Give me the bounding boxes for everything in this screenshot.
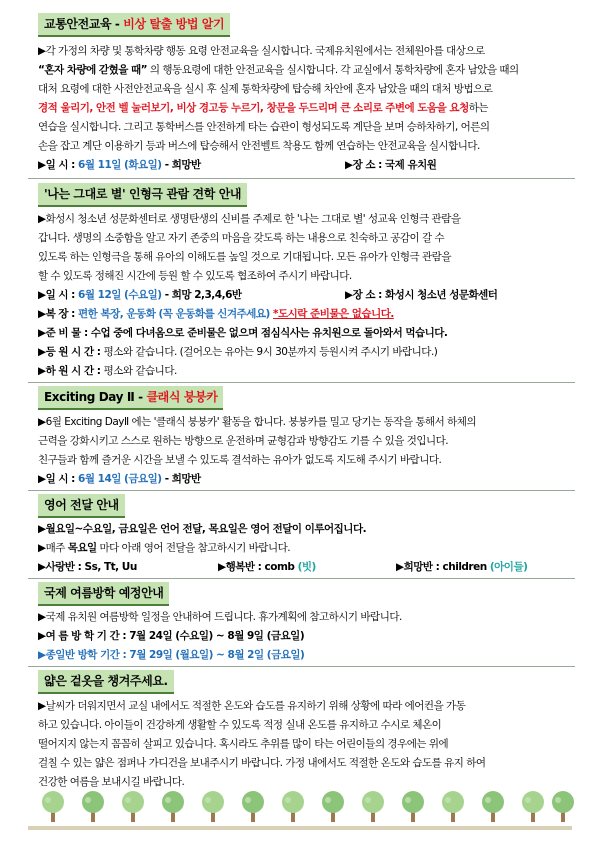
jacket-text: ▶날씨가 더워지면서 교실 내에서도 적절한 온도와 습도를 유지하기 위해 상황에 따라 에어컨을 가동	[38, 700, 466, 712]
puppet-show-dress: ▶복 장 : 편한 복장, 운동화 (꼭 운동화를 신겨주세요) *도시락 준비물은 없습니다.	[38, 308, 394, 320]
puppet-show-text: ▶화성시 청소년 성문화센터로 생명탄생의 신비를 주제로 한 '나는 그대로 별' 성교육 인형극 관람을	[38, 213, 461, 225]
puppet-show-prep: ▶준 비 물 : 수업 중에 다녀옴으로 준비물은 없으며 점심식사는 유치원으로 돌아와서 먹습니다.	[38, 327, 448, 339]
section-title-english: 영어 전달 안내	[38, 494, 125, 518]
english-hope-class: ▶희망반 : children (아이들)	[396, 561, 528, 573]
english-happy-class: ▶행복반 : comb (빗)	[218, 561, 316, 573]
exciting-day-date: ▶일 시 : 6월 14일 (금요일) - 희망반	[38, 473, 201, 485]
jacket-text: 걸칠 수 있는 얇은 점퍼나 가디건을 보내주시기 바랍니다. 가정 내에서도 적절한 온도와 습도를 유지 하여	[38, 757, 486, 769]
tree-icon	[398, 790, 428, 824]
section-title-traffic-safety: 교통안전교육 - 비상 탈출 방법 알기	[38, 13, 230, 37]
tree-icon	[38, 790, 68, 824]
puppet-show-place: ▶장 소 : 화성시 청소년 성문화센터	[345, 289, 498, 301]
puppet-show-date: ▶일 시 : 6월 12일 (수요일) - 희망 2,3,4,6반	[38, 289, 242, 301]
exciting-day-text: ▶6월 Exciting DayⅡ 에는 '클래식 붕붕카' 활동을 합니다. 붕붕카를 밀고 당기는 동작을 통해서 하체의	[38, 416, 477, 428]
tree-icon	[238, 790, 268, 824]
exciting-day-text: 근력을 강화시키고 스스로 원하는 방향으로 운전하며 균형감과 방향감도 기를 수 있을 것입니다.	[38, 435, 449, 447]
section-title-light-jacket: 얇은 겉옷을 챙겨주세요.	[38, 670, 174, 694]
english-text: ▶월요일~수요일, 금요일은 언어 전달, 목요일은 영어 전달이 이루어집니다.	[38, 523, 367, 535]
footer-band	[28, 826, 572, 830]
puppet-show-text: 할 수 있도록 정해진 시간에 등원 할 수 있도록 협조하여 주시기 바랍니다.	[38, 270, 352, 282]
english-love-class: ▶사랑반 : Ss, Tt, Uu	[38, 561, 137, 573]
traffic-safety-text: 대처 요령에 대한 사전안전교육을 실시 후 실제 통학차량에 탑승해 차안에 혼자 남았을 때의 대처 방법으로	[38, 83, 493, 95]
traffic-safety-text: “혼자 차량에 갇혔을 때” 의 행동요령에 대한 안전교육을 실시합니다. 각 교실에서 통학차량에 혼자 남았을 때의	[38, 64, 519, 76]
traffic-safety-text: 손을 잡고 계단 이용하기 등과 버스에 탑승해서 안전벨트 착용도 함께 연습하는 안전교육을 실시합니다.	[38, 140, 480, 152]
tree-icon	[358, 790, 388, 824]
traffic-safety-text: ▶각 가정의 차량 및 통학차량 행동 요령 안전교육을 실시합니다. 국제유치원에서는 전체원아를 대상으로	[38, 45, 485, 57]
puppet-show-text: 갑니다. 생명의 소중함을 알고 자기 존중의 마음을 갖도록 하는 내용으로 친숙하고 공감이 갈 수	[38, 232, 445, 244]
traffic-safety-text: 경적 울리기, 안전 벨 눌러보기, 비상 경고등 누르기, 창문을 두드리며 큰 소리로 주변에 도움을 요청하는	[38, 102, 489, 114]
tree-icon	[438, 790, 468, 824]
traffic-safety-text: 연습을 실시합니다. 그리고 통학버스를 안전하게 타는 습관이 형성되도록 계단을 보며 승하차하기, 어른의	[38, 121, 490, 133]
divider	[28, 382, 575, 383]
jacket-text: 하고 있습니다. 아이들이 건강하게 생활할 수 있도록 적정 실내 온도를 유지하고 수시로 체온이	[38, 719, 442, 731]
tree-icon	[158, 790, 188, 824]
divider	[28, 178, 575, 179]
jacket-text: 떨어지지 않는지 꼼꼼히 살피고 있습니다. 혹시라도 추위를 많이 타는 어린이들의 경우에는 위에	[38, 738, 449, 750]
vacation-period: ▶여 름 방 학 기 간 : 7월 24일 (수요일) ~ 8월 9일 (금요일)	[38, 630, 305, 642]
puppet-show-arrive: ▶등 원 시 간 : 평소와 같습니다. (걸어오는 유아는 9시 30분까지 등원시켜 주시기 바랍니다.)	[38, 346, 438, 358]
section-title-summer-vacation: 국제 여름방학 예정안내	[38, 582, 169, 606]
section-title-exciting-day: Exciting Day Ⅱ - 클래식 붕붕카	[38, 386, 223, 410]
puppet-show-text: 있도록 하는 인형극을 통해 유아의 이해도를 높일 것으로 기대됩니다. 모든 유아가 인형극 관람을	[38, 251, 451, 263]
tree-icon	[478, 790, 508, 824]
tree-icon	[548, 790, 578, 824]
divider	[28, 490, 575, 491]
divider	[28, 666, 575, 667]
puppet-show-leave: ▶하 원 시 간 : 평소와 같습니다.	[38, 365, 177, 377]
english-text: ▶매주 목요일 마다 아래 영어 전달을 참고하시기 바랍니다.	[38, 542, 291, 554]
allday-vacation-period: ▶종일반 방학 기간 : 7월 29일 (월요일) ~ 8월 2일 (금요일)	[38, 649, 305, 661]
jacket-text: 건강한 여름을 보내시길 바랍니다.	[38, 776, 185, 788]
tree-icon	[318, 790, 348, 824]
tree-icon	[518, 790, 548, 824]
tree-icon	[198, 790, 228, 824]
vacation-text: ▶국제 유치원 여름방학 일정을 안내하여 드립니다. 휴가계획에 참고하시기 바랍니다.	[38, 611, 402, 623]
exciting-day-text: 친구들과 함께 즐거운 시간을 보낼 수 있도록 결석하는 유아가 없도록 지도해 주시기 바랍니다.	[38, 454, 442, 466]
divider	[28, 578, 575, 579]
tree-icon	[278, 790, 308, 824]
tree-icon	[78, 790, 108, 824]
traffic-safety-date: ▶일 시 : 6월 11일 (화요일) - 희망반	[38, 159, 201, 171]
section-title-puppet-show: '나는 그대로 별' 인형극 관람 견학 안내	[38, 183, 247, 207]
tree-icon	[118, 790, 148, 824]
traffic-safety-place: ▶장 소 : 국제 유치원	[345, 159, 437, 171]
